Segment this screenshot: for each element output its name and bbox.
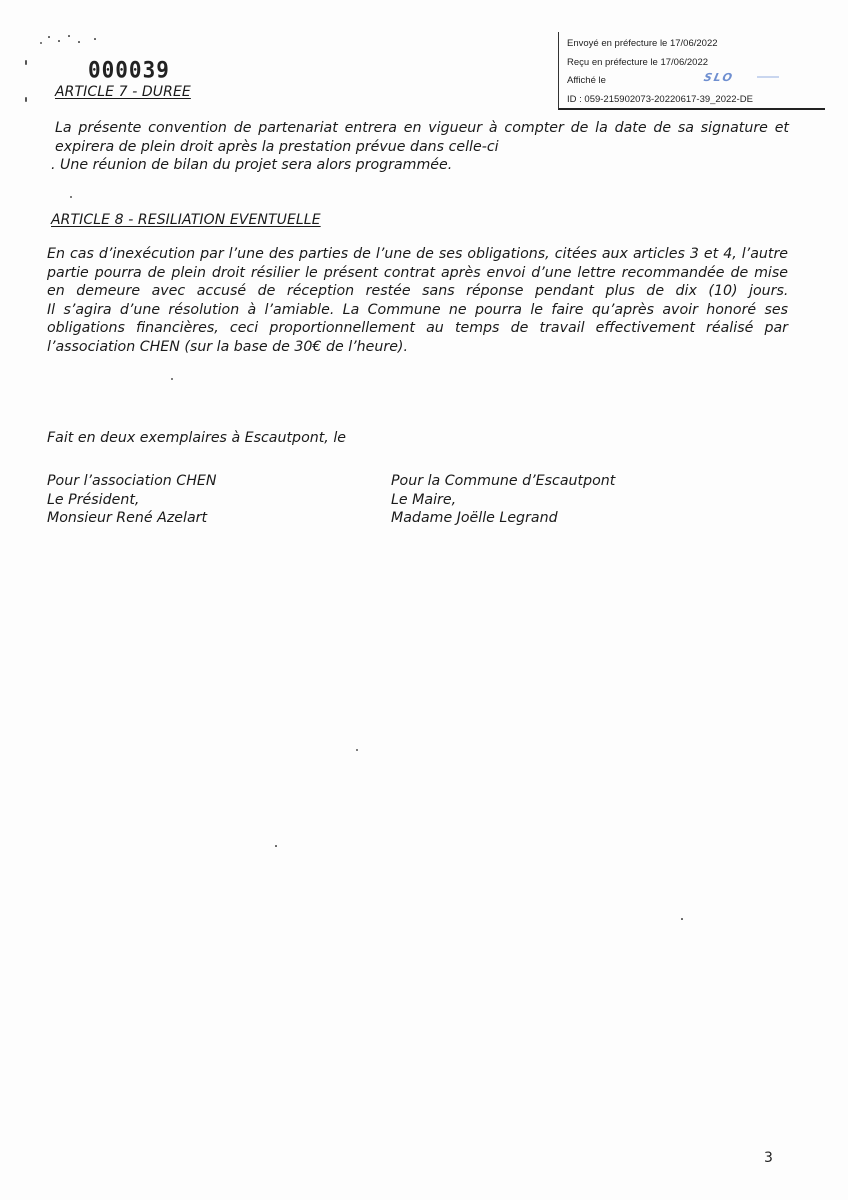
scan-speck [275, 845, 277, 847]
scan-speck [356, 749, 358, 751]
paragraph-line: obligations financières, ceci proportionnellement au temps de travail effectivement réalisé par [47, 320, 788, 336]
scan-speck [48, 36, 50, 38]
paragraph-line: . Une réunion de bilan du projet sera alors programmée. [51, 157, 453, 173]
stamp-posted-label: Affiché le [567, 75, 606, 86]
scan-speck [58, 40, 60, 42]
article-7-paragraph [51, 119, 789, 175]
page-number: 3 [764, 1150, 773, 1166]
signature-line: Pour la Commune d’Escautpont [391, 473, 616, 489]
stamp-received-date: Reçu en préfecture le 17/06/2022 [567, 57, 709, 68]
paragraph-line: l’association CHEN (sur la base de 30€ de l’heure). [47, 338, 408, 355]
paragraph-line: partie pourra de plein droit résilier le présent contrat après envoi d’une lettre recommandée de mise [47, 264, 788, 281]
paragraph-line: Il s’agira d’une résolution à l’amiable. La Commune ne pourra le faire qu’après avoir honoré ses [47, 301, 788, 318]
paragraph-line: expirera de plein droit après la prestation prévue dans celle-ci [55, 138, 499, 155]
signature-line: Monsieur René Azelart [47, 510, 208, 526]
scan-speck [78, 41, 80, 43]
stamp-logo-tail [757, 76, 779, 78]
signature-line: Pour l’association CHEN [47, 473, 217, 489]
stamp-sent-date: Envoyé en préfecture le 17/06/2022 [567, 38, 718, 49]
scan-speck [25, 97, 27, 102]
paragraph-line: La présente convention de partenariat entrera en vigueur à compter de la date de sa signature et [55, 120, 789, 136]
scan-speck [68, 35, 70, 37]
stamp-document-id: ID : 059-215902073-20220617-39_2022-DE [567, 94, 753, 105]
article-8-heading: ARTICLE 8 - RESILIATION EVENTUELLE [51, 212, 321, 228]
prefecture-stamp [558, 32, 825, 110]
signature-block-commune [391, 472, 615, 528]
signature-block-association [47, 472, 216, 528]
scan-speck [25, 60, 27, 65]
closing-statement: Fait en deux exemplaires à Escautpont, le [47, 430, 346, 446]
scan-speck [40, 42, 42, 44]
article-8-paragraph [47, 245, 788, 356]
article-7-heading: ARTICLE 7 - DUREE [55, 84, 191, 100]
signature-line: Le Président, [47, 491, 140, 508]
paragraph-line: En cas d’inexécution par l’une des parties de l’une de ses obligations, citées aux articles 3 et 4, l’autre [47, 246, 789, 262]
signature-line: Le Maire, [391, 491, 457, 508]
stamp-logo: SLO [702, 71, 736, 84]
scan-speck [70, 196, 72, 198]
page-sequence-stamp: 000039 [88, 57, 170, 83]
scan-speck [171, 378, 173, 380]
signature-line: Madame Joëlle Legrand [391, 510, 558, 526]
scan-speck [94, 38, 96, 40]
scan-speck [681, 918, 683, 920]
paragraph-line: en demeure avec accusé de réception restée sans réponse pendant plus de dix (10) jours. [47, 283, 789, 299]
